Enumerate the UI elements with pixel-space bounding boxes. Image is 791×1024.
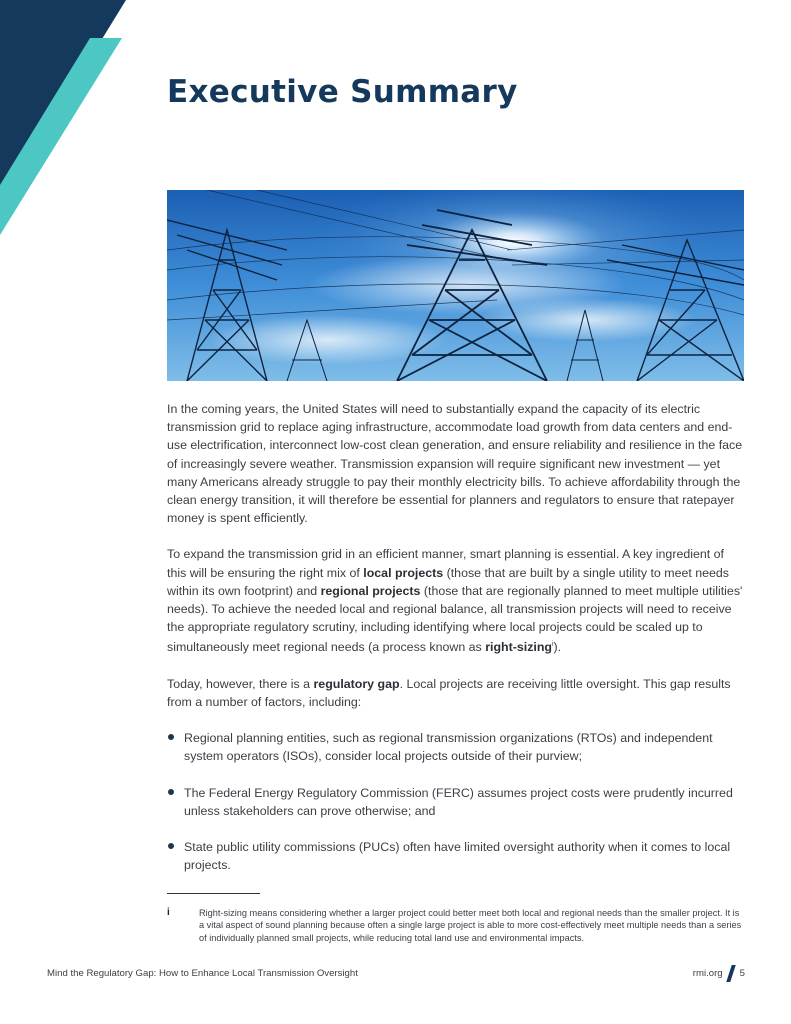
slash-divider-icon: [726, 965, 736, 982]
footnote-ref[interactable]: i: [551, 641, 554, 649]
term-regional-projects: regional projects: [320, 583, 421, 598]
paragraph-intro: In the coming years, the United States will need to substantially expand the capacity of its electric transmission grid to replace aging infrastructure, accommodate load growth from data centers and end-use electrification, interconnect low-cost clean generation, and ensure reliability and resilience in the face of increasingly severe weather. Transmission expansion will require significant new investment — yet many Americans already struggle to pay their monthly electricity bills. To achieve affordability through the clean energy transition, it will therefore be essential for planners and regulators to ensure that ratepayer money is spent efficiently.: [167, 402, 743, 526]
bullet-icon: [168, 789, 174, 795]
footnote-divider: [167, 893, 260, 894]
list-item: State public utility commissions (PUCs) often have limited oversight authority when it comes to local projects.: [167, 838, 745, 874]
term-regulatory-gap: regulatory gap: [313, 676, 400, 691]
page-title: Executive Summary: [167, 74, 518, 110]
term-right-sizing: right-sizing: [485, 640, 552, 655]
corner-stripes-decoration: [0, 0, 140, 240]
footnote-marker: i: [167, 907, 170, 918]
power-transmission-towers-image: [167, 190, 744, 381]
list-item: Regional planning entities, such as regional transmission organizations (RTOs) and independent system operators (ISOs), consider local projects outside of their purview;: [167, 729, 745, 765]
footer-site-link[interactable]: rmi.org: [692, 967, 723, 979]
factors-list: [167, 729, 745, 874]
footnote: [167, 907, 745, 944]
page-number: 5: [739, 967, 745, 979]
term-local-projects: local projects: [363, 565, 444, 580]
bullet-icon: [168, 734, 174, 740]
footer-document-title: Mind the Regulatory Gap: How to Enhance Local Transmission Oversight: [47, 968, 358, 979]
list-item: The Federal Energy Regulatory Commission (FERC) assumes project costs were prudently incurred unless stakeholders can prove otherwise; and: [167, 784, 745, 820]
paragraph-regulatory-gap: Today, however, there is a regulatory gap. Local projects are receiving little oversight. This gap results from a number of factors, including:: [167, 676, 731, 709]
paragraph-local-regional: To expand the transmission grid in an efficient manner, smart planning is essential. A key ingredient of this will be ensuring the right mix of local projects (those that are built by a single utility to meet needs within its own footprint) and regional projects (those that are regionally planned to meet multiple utilities' needs). To achieve the needed local and regional balance, all transmission projects will need to receive the appropriate regulatory scrutiny, including identifying where local projects could be scaled up to simultaneously meet regional needs (a process known as right-sizing$^i$).: [167, 547, 743, 655]
footer-right: [693, 964, 745, 982]
footnote-text: Right-sizing means considering whether a larger project could better meet both local and regional needs than the smaller project. It is a vital aspect of sound planning because often a single large project is able to more cost-effectively meet multiple needs than a series of individually planned small projects, while reducing total land use and environmental impacts.: [199, 908, 742, 943]
main-text: [167, 400, 745, 892]
bullet-icon: [168, 843, 174, 849]
